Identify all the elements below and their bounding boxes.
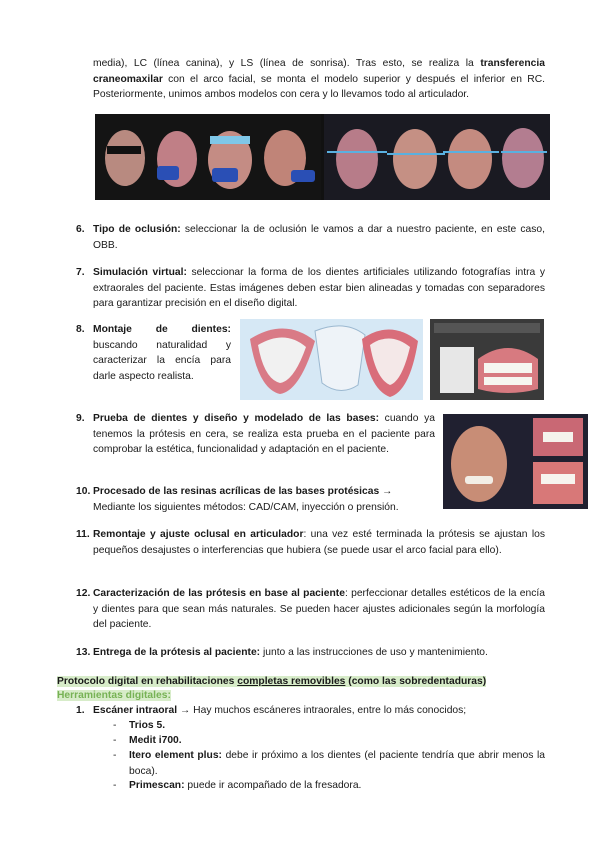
step-6-text: seleccionar la de oclusión le vamos a dar a nuestro paciente, en este caso, OBB.: [93, 224, 545, 251]
scanner-item-2: [129, 733, 545, 749]
item-1-text: → Hay muchos escáneres intraorales, entre lo más conocidos;: [177, 705, 467, 716]
bullet-dash-3: -: [113, 750, 117, 761]
step-13-number: 13.: [76, 647, 91, 658]
scanner-4-text: puede ir acompañado de la fresadora.: [184, 780, 362, 791]
try-in-figure: [443, 414, 588, 509]
step-10-arrow: →: [379, 486, 393, 497]
step-12-number: 12.: [76, 588, 91, 599]
step-8-text: buscando naturalidad y caracterizar la encía para darle aspecto realista.: [93, 339, 231, 382]
step-11-number: 11.: [76, 529, 90, 540]
section-heading-underlined: completas removibles: [237, 676, 346, 687]
dentures-on-articulator-image: [430, 319, 544, 400]
dentures-figure: [430, 319, 544, 400]
step-10: [93, 484, 443, 515]
step-9-text: cuando ya tenemos la prótesis en cera, se realiza esta prueba en el paciente para comprobar la estética, funcionalidad y adaptación en el paciente.: [93, 413, 435, 455]
dental-arches-image: [240, 319, 423, 400]
item-1: [93, 703, 545, 719]
scanner-item-3: [129, 748, 545, 779]
scanner-4-name: Primescan:: [129, 780, 185, 791]
step-13: [93, 645, 545, 661]
step-7-title: Simulación virtual:: [93, 267, 187, 278]
bullet-dash-1: -: [113, 720, 117, 731]
section-subheading: [57, 688, 171, 704]
section-heading-post: (como las sobredentaduras): [345, 676, 487, 687]
step-9-number: 9.: [76, 413, 85, 424]
dental-arches-figure: [240, 319, 423, 400]
step-10-text: Mediante los siguientes métodos: CAD/CAM, inyección o prensión.: [93, 501, 399, 513]
item-1-title: Escáner intraoral: [93, 705, 178, 716]
step-8-title: Montaje de dientes:: [93, 324, 231, 335]
step-8: [93, 322, 231, 384]
step-11: [93, 527, 545, 558]
step-11-text: : una vez esté terminada la prótesis se ajustan los pequeños desajustes o interferencias que hubiera (se puede usar el arco facial para ello).: [93, 529, 545, 556]
intro-bold: transferencia craneomaxilar: [93, 58, 545, 85]
bullet-dash-2: -: [113, 735, 117, 746]
subheading-text: Herramientas digitales:: [57, 690, 171, 701]
item-1-number: 1.: [76, 705, 85, 716]
scanner-2-name: Medit i700.: [129, 735, 182, 746]
intro-text: media), LC (línea canina), y LS (línea de sonrisa). Tras esto, se realiza la: [93, 58, 481, 69]
step-10-title: Procesado de las resinas acrílicas de las bases protésicas: [93, 486, 380, 497]
step-9-title: Prueba de dientes y diseño y modelado de las bases:: [93, 413, 380, 424]
step-8-number: 8.: [76, 324, 85, 335]
scanner-3-text: debe ir próximo a los dientes (el paciente tendría que abrir menos la boca).: [129, 750, 545, 777]
intro-text-2: con el arco facial, se monta el modelo superior y después el inferior en RC. Posteriormente, unimos ambos modelos con cera y lo llevamos todo al articulador.: [93, 73, 545, 100]
step-7: [93, 265, 545, 312]
section-heading-pre: Protocolo digital en rehabilitaciones: [57, 676, 238, 687]
step-12-text: : perfeccionar detalles estéticos de la encía y dientes para que sean más naturales. Se pueden hacer ajustes adicionales según la morfología del paciente.: [93, 588, 545, 630]
try-in-image: [443, 414, 588, 509]
step-9: [93, 411, 435, 458]
step-13-text: junto a las instrucciones de uso y mantenimiento.: [260, 647, 488, 658]
step-6-title: Tipo de oclusión:: [93, 224, 181, 235]
step-12-title: Caracterización de las prótesis en base al paciente: [93, 588, 345, 599]
facial-scan-figure: [95, 114, 550, 200]
step-7-text: seleccionar la forma de los dientes artificiales utilizando fotografías intra y extraorales del paciente. Estas imágenes deben estar bien alineadas y tomadas con separadores para garantizar precisión en el diseño digital.: [93, 267, 545, 309]
step-6-number: 6.: [76, 224, 85, 235]
bullet-dash-4: -: [113, 780, 117, 791]
scanner-1-name: Trios 5.: [129, 720, 166, 731]
scanner-3-name: Itero element plus:: [129, 750, 222, 761]
step-10-number: 10.: [76, 486, 91, 497]
step-7-number: 7.: [76, 267, 85, 278]
scanner-item-4: [129, 778, 545, 794]
step-12: [93, 586, 545, 633]
facial-scan-image: [95, 114, 550, 200]
intro-paragraph: [93, 56, 545, 103]
scanner-item-1: [129, 718, 545, 734]
step-13-title: Entrega de la prótesis al paciente:: [93, 647, 261, 658]
step-6: [93, 222, 545, 253]
step-11-title: Remontaje y ajuste oclusal en articulador: [93, 529, 304, 540]
